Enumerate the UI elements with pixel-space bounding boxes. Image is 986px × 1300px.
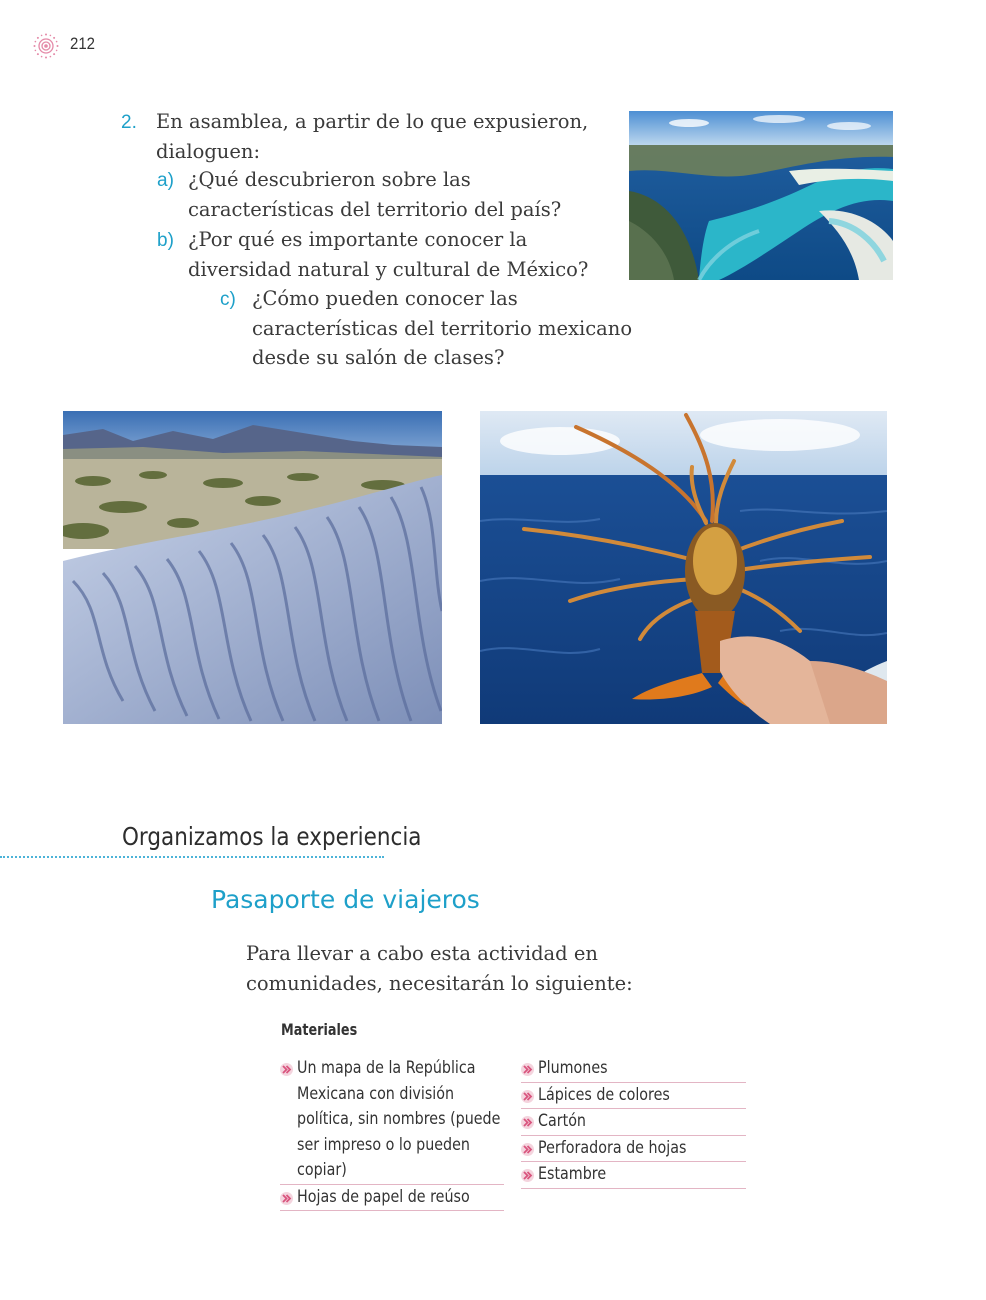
list-item (280, 1185, 504, 1212)
list-item-text: Estambre (538, 1164, 607, 1184)
list-item (521, 1162, 746, 1189)
activity-title: Pasaporte de viajeros (211, 885, 480, 914)
lagoon-aerial-photo (629, 111, 893, 280)
question-number: 2. (121, 112, 137, 133)
chevron-right-icon (521, 1143, 534, 1156)
question-item-c-marker: c) (220, 289, 236, 310)
list-item (280, 1056, 504, 1185)
question-item-a-text: ¿Qué descubrieron sobre las características del territorio del país? (188, 168, 562, 221)
question-item-b-text: ¿Por qué es importante conocer la diversidad natural y cultural de México? (188, 228, 589, 281)
sun-icon (33, 33, 59, 59)
materials-label: Materiales (281, 1020, 358, 1039)
list-item (521, 1083, 746, 1110)
list-item-text: Plumones (538, 1058, 608, 1078)
chevron-right-icon (521, 1063, 534, 1076)
section-heading: Organizamos la experiencia (122, 822, 422, 851)
intro-paragraph: Para llevar a cabo esta actividad en comunidades, necesitarán lo siguiente: (246, 942, 633, 995)
chevron-right-icon (280, 1063, 293, 1076)
question-text: En asamblea, a partir de lo que expusieron, dialoguen: (156, 110, 589, 163)
chevron-right-icon (521, 1116, 534, 1129)
chevron-right-icon (521, 1090, 534, 1103)
materials-list-left (280, 1056, 504, 1211)
question-item-b-marker: b) (157, 230, 174, 251)
page-number: 212 (70, 34, 95, 53)
list-item (521, 1109, 746, 1136)
list-item-text: Perforadora de hojas (538, 1137, 687, 1158)
list-item-text: Cartón (538, 1111, 586, 1131)
chevron-right-icon (280, 1192, 293, 1205)
list-item-text: Lápices de colores (538, 1084, 670, 1105)
list-item-text: Hojas de papel de reúso (297, 1186, 470, 1207)
question-item-c-text: ¿Cómo pueden conocer las características del territorio mexicano desde su salón de clases? (252, 287, 633, 369)
list-item-text: Un mapa de la República Mexicana con división política, sin nombres (puede ser impreso o lo pueden copiar) (297, 1058, 501, 1180)
question-item-a-marker: a) (157, 170, 174, 191)
chevron-right-icon (521, 1169, 534, 1182)
section-divider (0, 856, 384, 858)
list-item (521, 1136, 746, 1163)
sand-dunes-photo (63, 411, 442, 724)
list-item (521, 1056, 746, 1083)
lobster-photo (480, 411, 887, 724)
materials-list-right (521, 1056, 746, 1189)
